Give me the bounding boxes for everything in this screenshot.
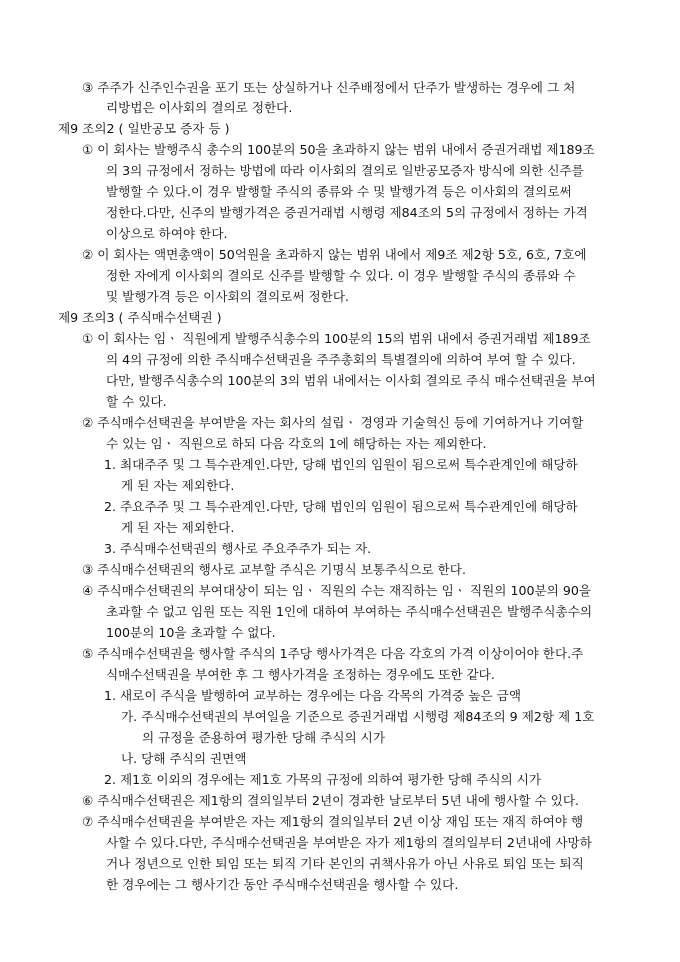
text-line: 다만, 발행주식총수의 100분의 3의 범위 내에서는 이사회 결의로 주식 매수선택권을 부여 <box>106 373 596 388</box>
text-line: 게 된 자는 제외한다. <box>121 478 235 493</box>
text-line: 100분의 10을 초과할 수 없다. <box>106 625 276 640</box>
text-line: 1. 최대주주 및 그 특수관계인.다만, 당해 법인의 임원이 됨으로써 특수관계인에 해당하 <box>104 457 578 472</box>
text-line: ② 주식매수선택권을 부여받을 자는 회사의 설립ㆍ 경영과 기술혁신 등에 기여하거나 기여할 <box>82 415 584 430</box>
text-line: 발행할 수 있다.이 경우 발행할 주식의 종류와 수 및 발행가격 등은 이사회의 결의로써 <box>106 184 572 199</box>
text-line: 이상으로 하여야 한다. <box>106 226 228 241</box>
text-line: 정한다.다만, 신주의 발행가격은 증권거래법 시행령 제84조의 5의 규정에서 정하는 가격 <box>106 205 588 220</box>
text-line: 할 수 있다. <box>106 394 167 409</box>
text-line: 나. 당해 주식의 권면액 <box>121 751 247 766</box>
text-line: ① 이 회사는 임ㆍ 직원에게 발행주식총수의 100분의 15의 범위 내에서 증권거래법 제189조 <box>82 331 591 346</box>
text-line: ⑥ 주식매수선택권은 제1항의 결의일부터 2년이 경과한 날로부터 5년 내에 행사할 수 있다. <box>82 793 579 808</box>
text-line: 한 경우에는 그 행사기간 동안 주식매수선택권을 행사할 수 있다. <box>106 877 459 892</box>
text-line: 및 발행가격 등은 이사회의 결의로써 정한다. <box>106 289 349 304</box>
text-line: 2. 주요주주 및 그 특수관계인.다만, 당해 법인의 임원이 됨으로써 특수관계인에 해당하 <box>104 499 578 514</box>
article-heading: 제9 조의3 ( 주식매수선택권 ) <box>58 310 222 325</box>
text-line: 의 3의 규정에서 정하는 방법에 따라 이사회의 결의로 일반공모증자 방식에 의한 신주를 <box>106 163 584 178</box>
text-line: 의 4의 규정에 의한 주식매수선택권을 주주총회의 특별결의에 의하여 부여 할 수 있다. <box>106 352 576 367</box>
text-line: 수 있는 임ㆍ 직원으로 하되 다음 각호의 1에 해당하는 자는 제외한다. <box>106 436 487 451</box>
text-line: ④ 주식매수선택권의 부여대상이 되는 임ㆍ 직원의 수는 재직하는 임ㆍ 직원의 100분의 90을 <box>82 583 592 598</box>
text-line: 정한 자에게 이사회의 결의로 신주를 발행할 수 있다. 이 경우 발행할 주식의 종류와 수 <box>106 268 576 283</box>
article-heading: 제9 조의2 ( 일반공모 증자 등 ) <box>58 121 230 136</box>
text-line: 사할 수 있다.다만, 주식매수선택권을 부여받은 자가 제1항의 결의일부터 2년내에 사망하 <box>106 835 592 850</box>
text-line: ③ 주식매수선택권의 행사로 교부할 주식은 기명식 보통주식으로 한다. <box>82 562 466 577</box>
text-line: ⑤ 주식매수선택권을 행사할 주식의 1주당 행사가격은 다음 각호의 가격 이상이어야 한다.주 <box>82 646 584 661</box>
text-line: ③ 주주가 신주인수권을 포기 또는 상실하거나 신주배정에서 단주가 발생하는 경우에 그 처 <box>82 80 576 95</box>
text-line: ⑦ 주식매수선택권을 부여받은 자는 제1항의 결의일부터 2년 이상 재임 또는 재직 하여야 행 <box>82 814 584 829</box>
text-line: 거나 정년으로 인한 퇴임 또는 퇴직 기타 본인의 귀책사유가 아닌 사유로 퇴임 또는 퇴직 <box>106 856 584 871</box>
text-line: 식매수선택권을 부여한 후 그 행사가격을 조정하는 경우에도 또한 같다. <box>106 667 495 682</box>
text-line: 가. 주식매수선택권의 부여일을 기준으로 증권거래법 시행령 제84조의 9 제2항 제 1호 <box>121 709 595 724</box>
text-line: 리방법은 이사회의 결의로 정한다. <box>106 100 293 115</box>
text-line: 초과할 수 없고 임원 또는 직원 1인에 대하여 부여하는 주식매수선택권은 발행주식총수의 <box>106 604 593 619</box>
text-line: ① 이 회사는 발행주식 총수의 100분의 50을 초과하지 않는 범위 내에서 증권거래법 제189조 <box>82 142 595 157</box>
text-line: 1. 새로이 주식을 발행하여 교부하는 경우에는 다음 각목의 가격중 높은 금액 <box>104 688 522 703</box>
text-line: 3. 주식매수선택권의 행사로 주요주주가 되는 자. <box>104 541 372 556</box>
text-line: ② 이 회사는 액면총액이 50억원을 초과하지 않는 범위 내에서 제9조 제2항 5호, 6호, 7호에 <box>82 247 587 262</box>
text-line: 2. 제1호 이외의 경우에는 제1호 가목의 규정에 의하여 평가한 당해 주식의 시가 <box>104 772 542 787</box>
text-line: 의 규정을 준용하여 평가한 당해 주식의 시가 <box>142 730 385 745</box>
text-line: 게 된 자는 제외한다. <box>121 520 235 535</box>
